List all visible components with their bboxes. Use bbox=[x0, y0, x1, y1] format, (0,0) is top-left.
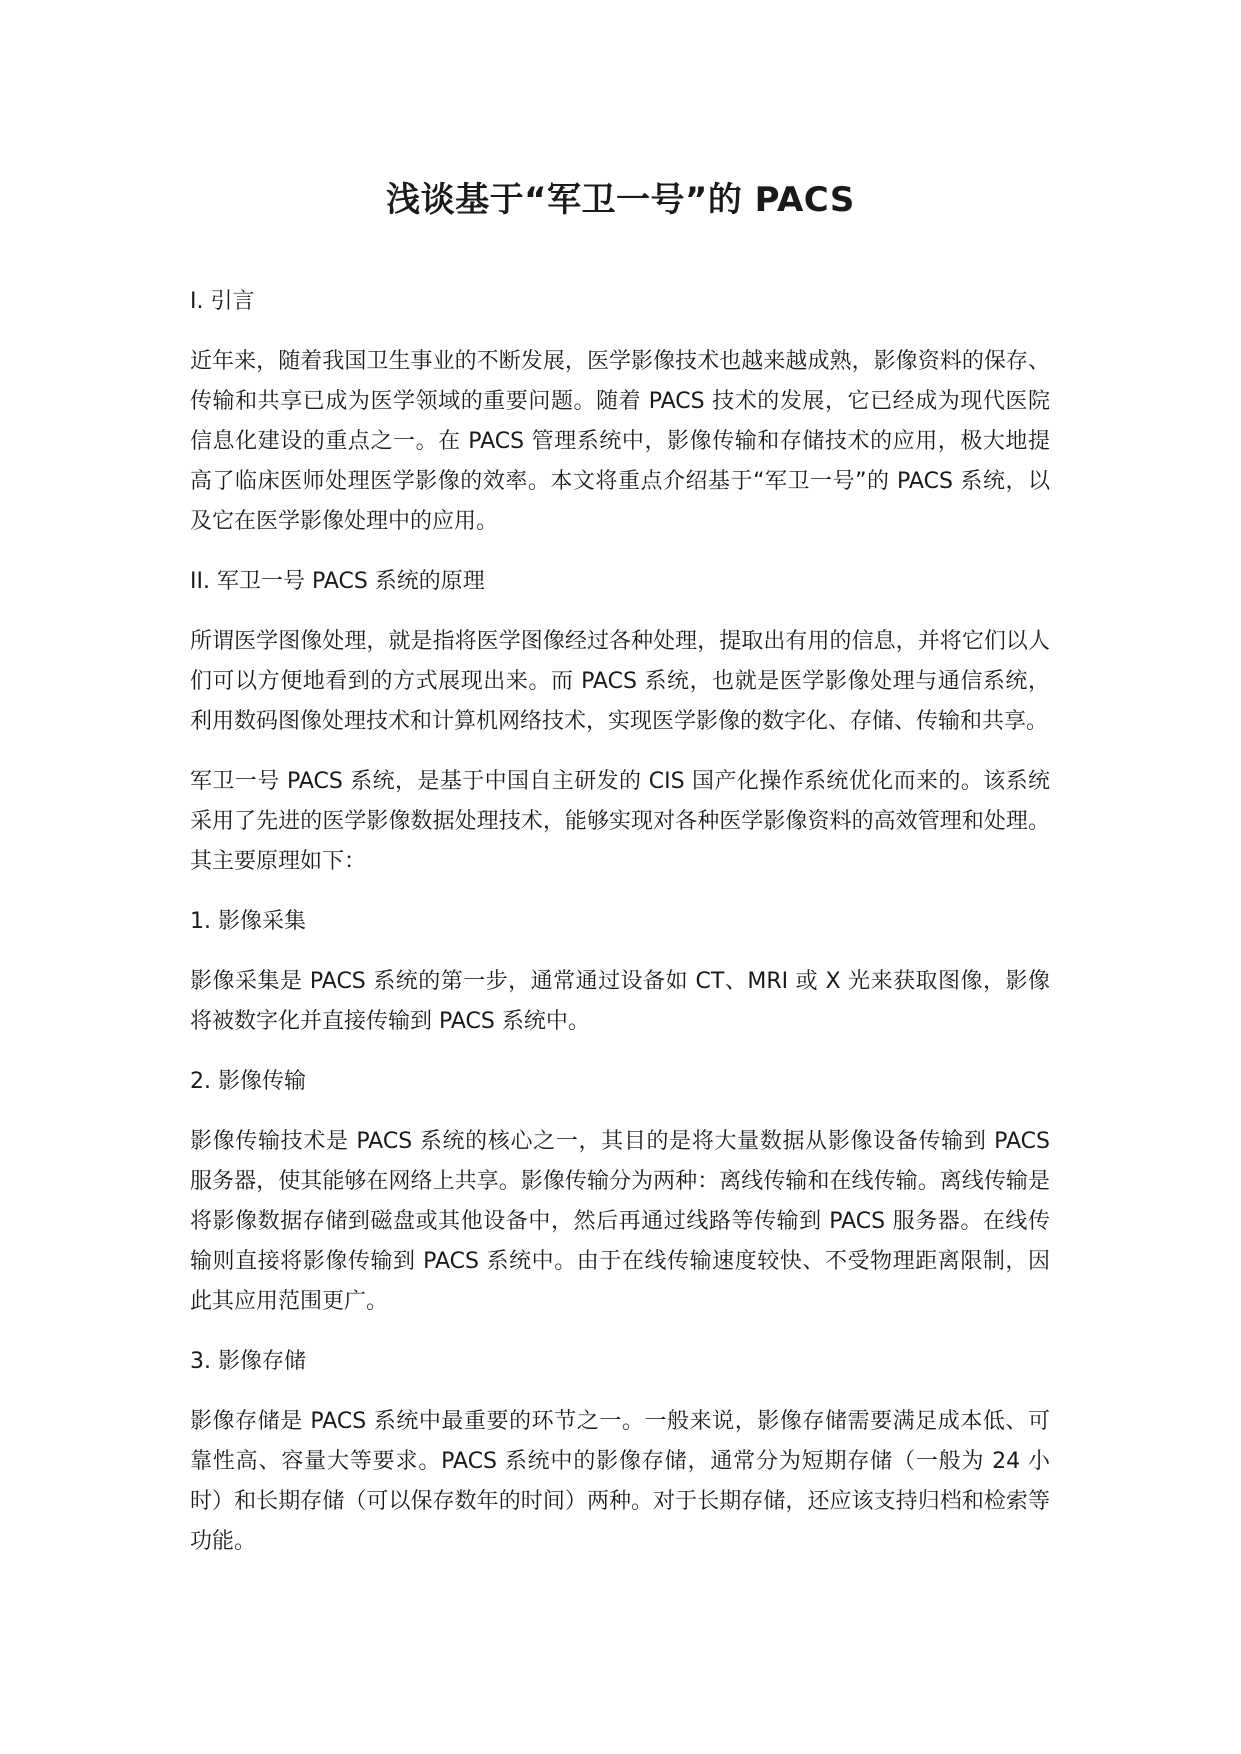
section-heading: 2. 影像传输 bbox=[190, 1069, 306, 1094]
document-body bbox=[190, 282, 1050, 1582]
paragraph: 所谓医学图像处理，就是指将医学图像经过各种处理，提取出有用的信息，并将它们以人们可以方便地看到的方式展现出来。而 PACS 系统，也就是医学影像处理与通信系统，利用数码图像处理技术和计算机网络技术，实现医学影像的数字化、存储、传输和共享。 bbox=[190, 629, 1050, 734]
section-heading: 1. 影像采集 bbox=[190, 909, 306, 934]
paragraph: 影像采集是 PACS 系统的第一步，通常通过设备如 CT、MRI 或 X 光来获取图像，影像将被数字化并直接传输到 PACS 系统中。 bbox=[190, 969, 1050, 1034]
paragraph: 影像存储是 PACS 系统中最重要的环节之一。一般来说，影像存储需要满足成本低、可靠性高、容量大等要求。PACS 系统中的影像存储，通常分为短期存储（一般为 24 小时）和长期存储（可以保存数年的时间）两种。对于长期存储，还应该支持归档和检索等功能。 bbox=[190, 1409, 1050, 1554]
section-image-acquisition bbox=[190, 902, 1050, 1042]
section-principle bbox=[190, 562, 1050, 882]
section-image-storage bbox=[190, 1342, 1050, 1562]
section-heading: I. 引言 bbox=[190, 289, 255, 314]
paragraph: 军卫一号 PACS 系统，是基于中国自主研发的 CIS 国产化操作系统优化而来的。该系统采用了先进的医学影像数据处理技术，能够实现对各种医学影像资料的高效管理和处理。其主要原理如下： bbox=[190, 769, 1050, 874]
section-introduction bbox=[190, 282, 1050, 542]
section-image-transmission bbox=[190, 1062, 1050, 1322]
section-heading: 3. 影像存储 bbox=[190, 1349, 306, 1374]
paragraph: 近年来，随着我国卫生事业的不断发展，医学影像技术也越来越成熟，影像资料的保存、传输和共享已成为医学领域的重要问题。随着 PACS 技术的发展，它已经成为现代医院信息化建设的重点之一。在 PACS 管理系统中，影像传输和存储技术的应用，极大地提高了临床医师处理医学影像的效率。本文将重点介绍基于“军卫一号”的 PACS 系统，以及它在医学影像处理中的应用。 bbox=[190, 349, 1050, 534]
document-title: 浅谈基于“军卫一号”的 PACS bbox=[386, 180, 855, 220]
paragraph: 影像传输技术是 PACS 系统的核心之一，其目的是将大量数据从影像设备传输到 PACS 服务器，使其能够在网络上共享。影像传输分为两种：离线传输和在线传输。离线传输是将影像数据存储到磁盘或其他设备中，然后再通过线路等传输到 PACS 服务器。在线传输则直接将影像传输到 PACS 系统中。由于在线传输速度较快、不受物理距离限制，因此其应用范围更广。 bbox=[190, 1129, 1050, 1314]
section-heading: II. 军卫一号 PACS 系统的原理 bbox=[190, 569, 485, 594]
